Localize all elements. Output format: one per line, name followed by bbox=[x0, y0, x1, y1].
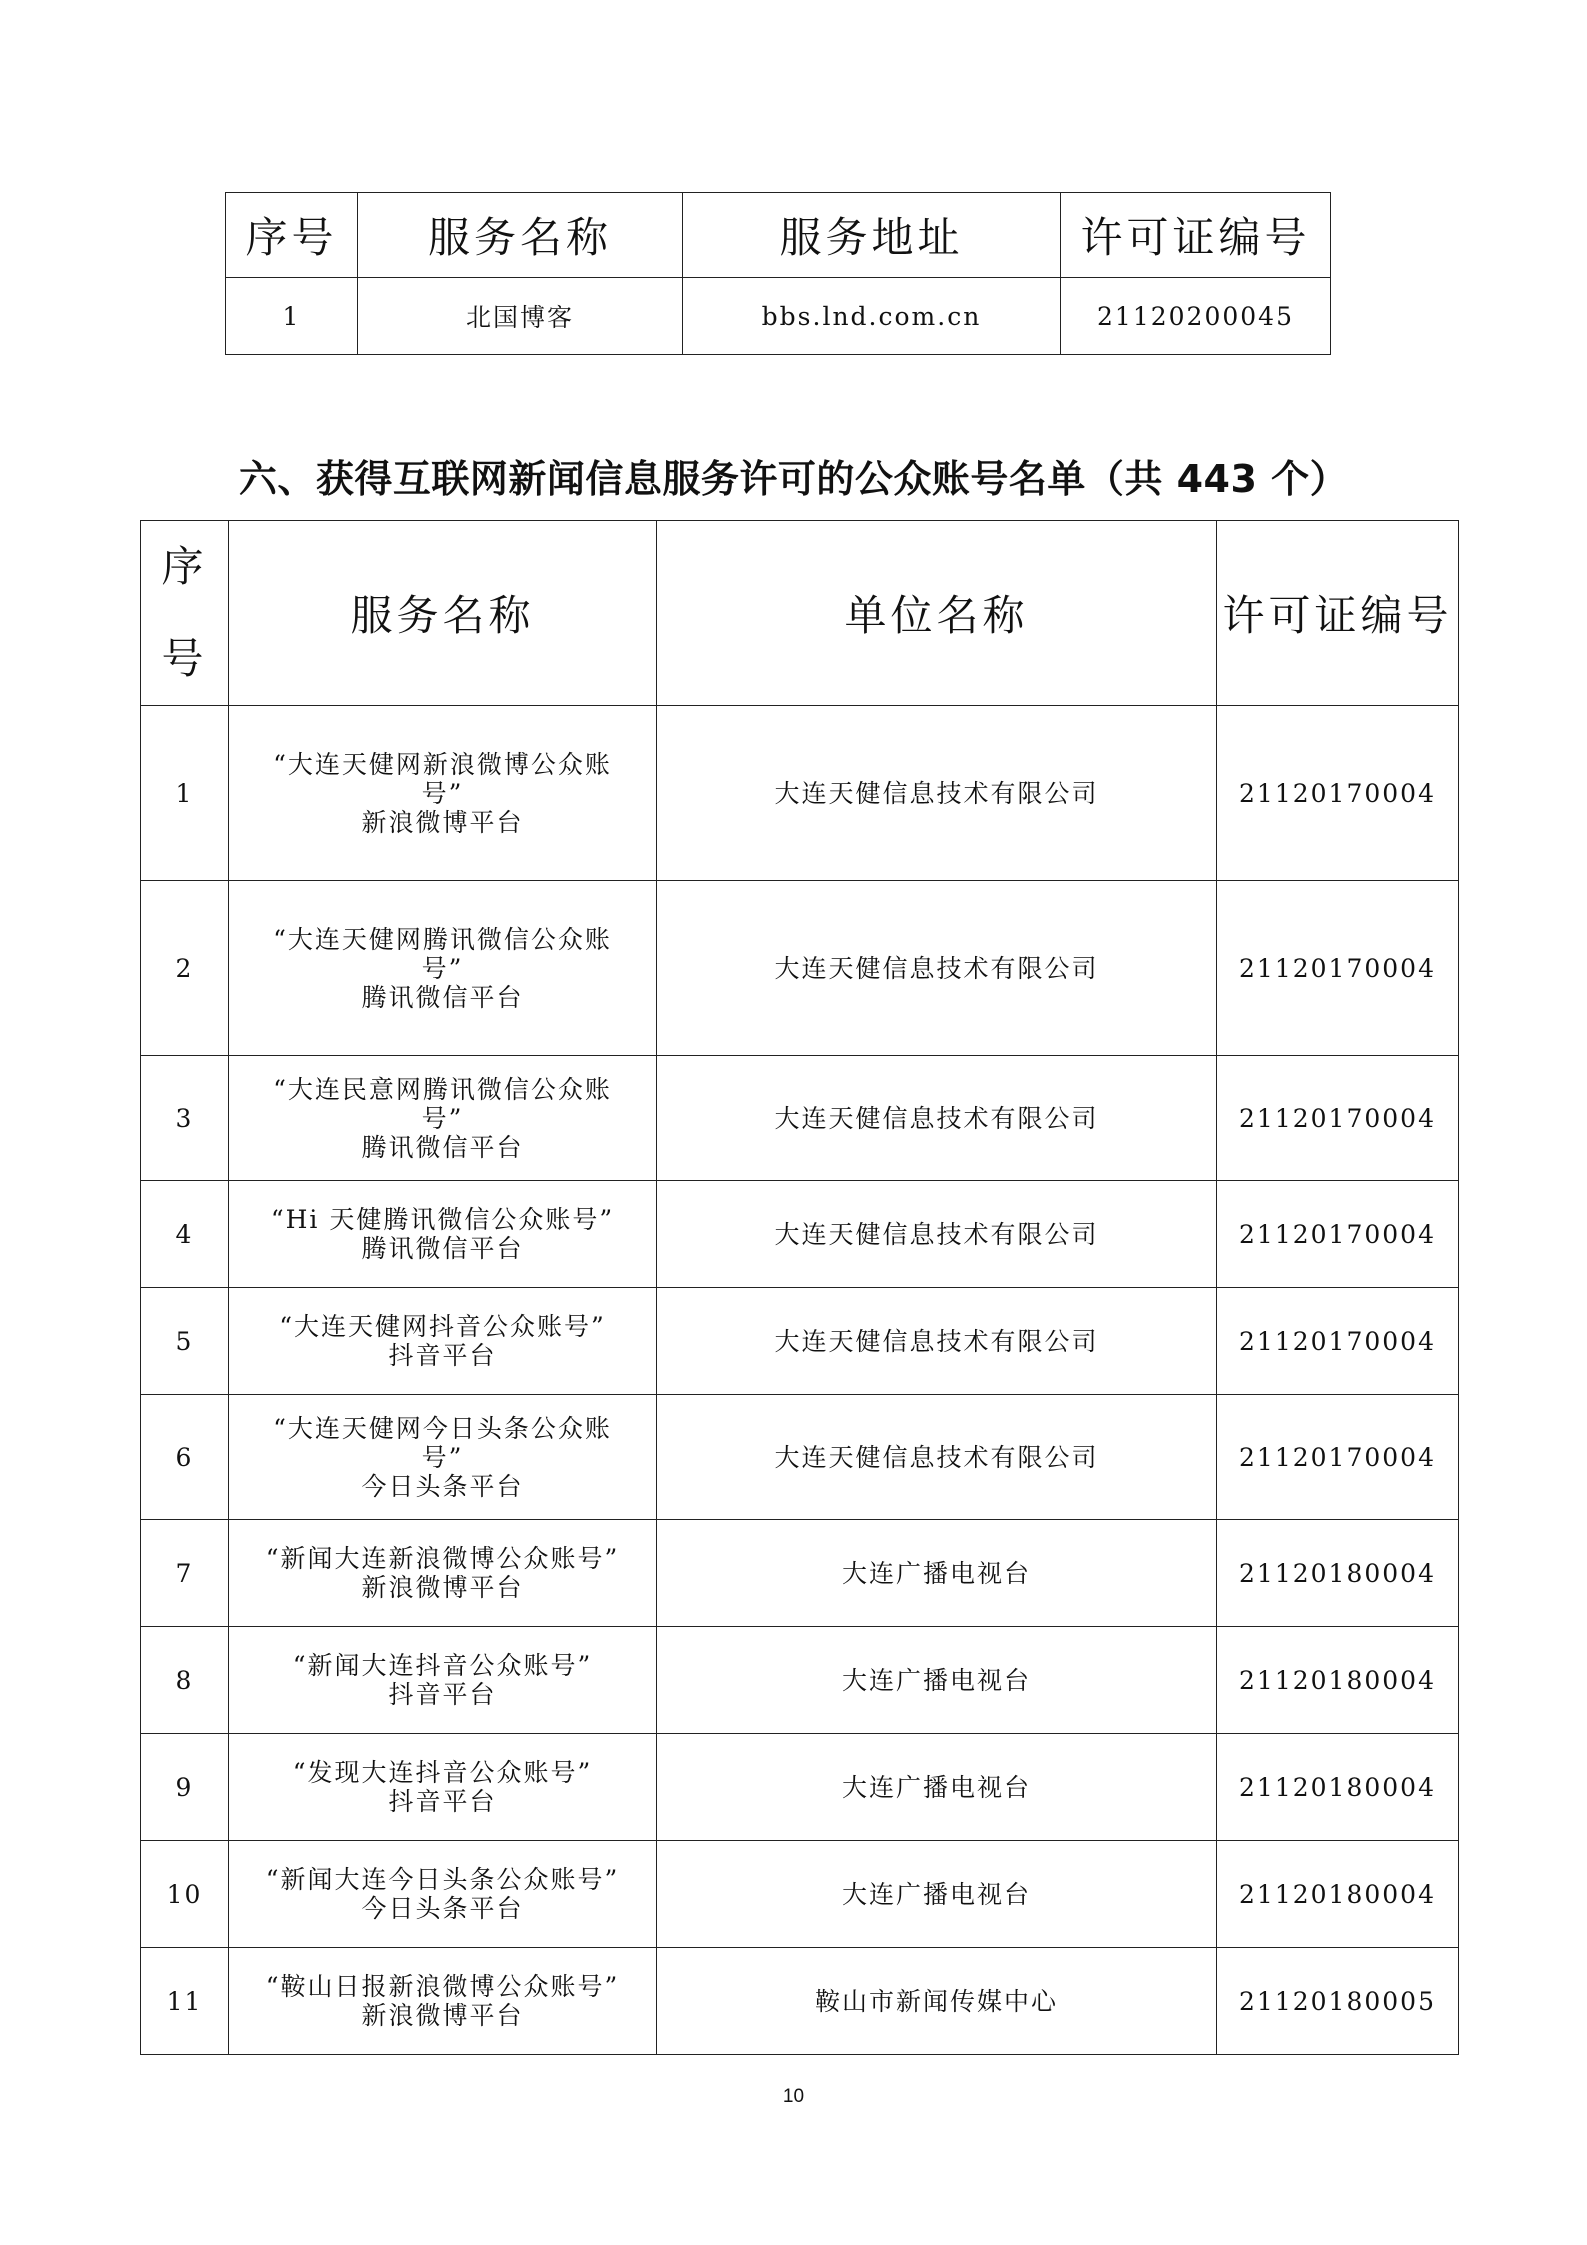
table-row bbox=[141, 1181, 1459, 1288]
service-name-line: 今日头条平台 bbox=[361, 1471, 524, 1501]
cell-unit-name: 大连广播电视台 bbox=[657, 1841, 1217, 1948]
cell-seq: 6 bbox=[141, 1395, 229, 1520]
cell-unit-name: 大连天健信息技术有限公司 bbox=[657, 1395, 1217, 1520]
cell-service-address: bbs.lnd.com.cn bbox=[683, 278, 1061, 355]
cell-service-name bbox=[229, 1181, 657, 1288]
cell-license-number: 21120180004 bbox=[1217, 1734, 1459, 1841]
cell-unit-name: 鞍山市新闻传媒中心 bbox=[657, 1948, 1217, 2055]
service-name-line: “新闻大连新浪微博公众账号” bbox=[265, 1544, 620, 1573]
cell-license-number: 21120180004 bbox=[1217, 1520, 1459, 1627]
header-license-number: 许可证编号 bbox=[1217, 521, 1459, 706]
cell-license-number: 21120170004 bbox=[1217, 1288, 1459, 1395]
cell-seq: 9 bbox=[141, 1734, 229, 1841]
service-name-line: 腾讯微信平台 bbox=[361, 1234, 524, 1263]
service-name-line: “发现大连抖音公众账号” bbox=[292, 1758, 593, 1787]
table-row bbox=[141, 1288, 1459, 1395]
cell-seq: 1 bbox=[141, 706, 229, 881]
cell-service-name bbox=[229, 1395, 657, 1520]
table-row bbox=[141, 1520, 1459, 1627]
cell-unit-name: 大连广播电视台 bbox=[657, 1520, 1217, 1627]
service-name-line: 新浪微博平台 bbox=[361, 2001, 524, 2030]
service-name-line: “Hi 天健腾讯微信公众账号” bbox=[270, 1205, 615, 1234]
cell-seq: 7 bbox=[141, 1520, 229, 1627]
cell-service-name bbox=[229, 1520, 657, 1627]
service-name-line: “大连天健网今日头条公众账 bbox=[273, 1413, 612, 1443]
cell-unit-name: 大连天健信息技术有限公司 bbox=[657, 706, 1217, 881]
table-row bbox=[141, 881, 1459, 1056]
cell-license-number: 21120170004 bbox=[1217, 881, 1459, 1056]
cell-unit-name: 大连天健信息技术有限公司 bbox=[657, 1288, 1217, 1395]
service-name-line: 号” bbox=[421, 1103, 464, 1133]
table-row bbox=[226, 278, 1331, 355]
service-name-line: 号” bbox=[421, 953, 464, 983]
service-name-line: 抖音平台 bbox=[388, 1787, 497, 1816]
public-account-table bbox=[140, 520, 1459, 2055]
cell-license-number: 21120180004 bbox=[1217, 1627, 1459, 1734]
table-row bbox=[141, 1395, 1459, 1520]
cell-license-number: 21120170004 bbox=[1217, 1181, 1459, 1288]
cell-unit-name: 大连广播电视台 bbox=[657, 1734, 1217, 1841]
service-name-line: “大连天健网抖音公众账号” bbox=[279, 1312, 606, 1341]
cell-service-name bbox=[229, 1627, 657, 1734]
cell-unit-name: 大连天健信息技术有限公司 bbox=[657, 1181, 1217, 1288]
cell-seq: 5 bbox=[141, 1288, 229, 1395]
cell-seq: 11 bbox=[141, 1948, 229, 2055]
service-name-line: 抖音平台 bbox=[388, 1341, 497, 1370]
cell-license-number: 21120180004 bbox=[1217, 1841, 1459, 1948]
header-service-name: 服务名称 bbox=[358, 193, 683, 278]
cell-license-number: 21120170004 bbox=[1217, 1395, 1459, 1520]
service-name-line: “新闻大连今日头条公众账号” bbox=[265, 1865, 620, 1894]
header-license-number: 许可证编号 bbox=[1061, 193, 1331, 278]
cell-seq: 2 bbox=[141, 881, 229, 1056]
cell-service-name bbox=[229, 881, 657, 1056]
header-seq: 序号 bbox=[226, 193, 358, 278]
cell-license-number: 21120170004 bbox=[1217, 1056, 1459, 1181]
table-row bbox=[141, 1948, 1459, 2055]
cell-service-name bbox=[229, 1288, 657, 1395]
cell-seq: 8 bbox=[141, 1627, 229, 1734]
cell-service-name bbox=[229, 1056, 657, 1181]
section-heading: 六、获得互联网新闻信息服务许可的公众账号名单（共 443 个） bbox=[238, 457, 1349, 501]
service-name-line: 新浪微博平台 bbox=[361, 1573, 524, 1602]
service-name-line: “大连天健网新浪微博公众账 bbox=[273, 749, 612, 779]
service-name-line: 抖音平台 bbox=[388, 1680, 497, 1709]
cell-unit-name: 大连天健信息技术有限公司 bbox=[657, 881, 1217, 1056]
cell-seq: 1 bbox=[226, 278, 358, 355]
page-number: 10 bbox=[782, 2086, 805, 2107]
cell-license-number: 21120180005 bbox=[1217, 1948, 1459, 2055]
table-row bbox=[141, 706, 1459, 881]
cell-license-number: 21120200045 bbox=[1061, 278, 1331, 355]
service-name-line: 腾讯微信平台 bbox=[361, 982, 524, 1012]
header-seq bbox=[141, 521, 229, 706]
service-name-line: 新浪微博平台 bbox=[361, 807, 524, 837]
service-name-line: 今日头条平台 bbox=[361, 1894, 524, 1923]
table-row bbox=[141, 1734, 1459, 1841]
service-name-line: “大连天健网腾讯微信公众账 bbox=[273, 924, 612, 954]
header-service-address: 服务地址 bbox=[683, 193, 1061, 278]
cell-seq: 10 bbox=[141, 1841, 229, 1948]
cell-service-name bbox=[229, 1948, 657, 2055]
header-seq-line2: 号 bbox=[161, 634, 208, 683]
table-row bbox=[141, 1056, 1459, 1181]
table-row bbox=[141, 1841, 1459, 1948]
cell-service-name bbox=[229, 706, 657, 881]
cell-unit-name: 大连广播电视台 bbox=[657, 1627, 1217, 1734]
cell-license-number: 21120170004 bbox=[1217, 706, 1459, 881]
header-unit-name: 单位名称 bbox=[657, 521, 1217, 706]
cell-service-name bbox=[229, 1841, 657, 1948]
cell-seq: 3 bbox=[141, 1056, 229, 1181]
header-service-name: 服务名称 bbox=[229, 521, 657, 706]
table-header-row bbox=[226, 193, 1331, 278]
table-header-row bbox=[141, 521, 1459, 706]
service-name-line: 腾讯微信平台 bbox=[361, 1132, 524, 1162]
service-name-line: “鞍山日报新浪微博公众账号” bbox=[265, 1972, 620, 2001]
service-name-line: 号” bbox=[421, 778, 464, 808]
cell-unit-name: 大连天健信息技术有限公司 bbox=[657, 1056, 1217, 1181]
cell-service-name: 北国博客 bbox=[358, 278, 683, 355]
service-name-line: “大连民意网腾讯微信公众账 bbox=[273, 1074, 612, 1104]
cell-service-name bbox=[229, 1734, 657, 1841]
header-seq-line1: 序 bbox=[161, 542, 208, 591]
table-row bbox=[141, 1627, 1459, 1734]
service-name-line: 号” bbox=[421, 1442, 464, 1472]
service-table bbox=[225, 192, 1331, 355]
service-name-line: “新闻大连抖音公众账号” bbox=[292, 1651, 593, 1680]
cell-seq: 4 bbox=[141, 1181, 229, 1288]
